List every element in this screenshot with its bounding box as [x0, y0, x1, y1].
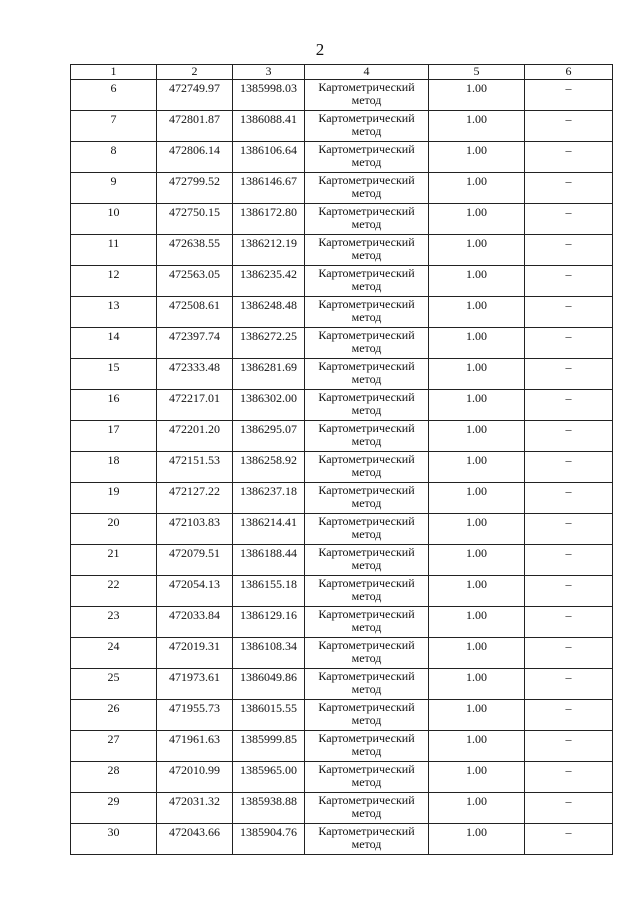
note-cell: – [525, 235, 613, 266]
method-cell [305, 142, 429, 173]
accuracy-cell: 1.00 [429, 824, 525, 855]
method-line-2: метод [351, 775, 382, 789]
y-coordinate-cell: 1386015.55 [233, 700, 305, 731]
x-coordinate-cell: 472333.48 [157, 359, 233, 390]
y-coordinate-cell: 1386155.18 [233, 576, 305, 607]
method-line-1: Картометрический [318, 142, 415, 156]
method-line-2: метод [351, 341, 382, 355]
method-line-1: Картометрический [318, 731, 415, 745]
note-cell: – [525, 762, 613, 793]
method-cell [305, 80, 429, 111]
method-line-2: метод [351, 310, 382, 324]
method-line-1: Картометрический [318, 173, 415, 187]
point-number-cell: 21 [71, 545, 157, 576]
method-cell [305, 111, 429, 142]
accuracy-cell: 1.00 [429, 793, 525, 824]
accuracy-cell: 1.00 [429, 607, 525, 638]
x-coordinate-cell: 472749.97 [157, 80, 233, 111]
method-line-1: Картометрический [318, 204, 415, 218]
y-coordinate-cell: 1386248.48 [233, 297, 305, 328]
point-number-cell: 11 [71, 235, 157, 266]
table-row [71, 266, 613, 297]
note-cell: – [525, 297, 613, 328]
point-number-cell: 6 [71, 80, 157, 111]
y-coordinate-cell: 1386237.18 [233, 483, 305, 514]
note-cell: – [525, 390, 613, 421]
y-coordinate-cell: 1386088.41 [233, 111, 305, 142]
point-number-cell: 7 [71, 111, 157, 142]
method-line-2: метод [351, 248, 382, 262]
note-cell: – [525, 452, 613, 483]
table-row [71, 576, 613, 607]
y-coordinate-cell: 1386129.16 [233, 607, 305, 638]
accuracy-cell: 1.00 [429, 173, 525, 204]
y-coordinate-cell: 1385965.00 [233, 762, 305, 793]
method-cell [305, 669, 429, 700]
accuracy-cell: 1.00 [429, 452, 525, 483]
point-number-cell: 24 [71, 638, 157, 669]
method-line-1: Картометрический [318, 328, 415, 342]
table-row [71, 607, 613, 638]
table-row [71, 235, 613, 266]
column-header: 6 [525, 65, 613, 80]
x-coordinate-cell: 472799.52 [157, 173, 233, 204]
coordinates-table [70, 64, 613, 855]
x-coordinate-cell: 472151.53 [157, 452, 233, 483]
method-line-2: метод [351, 465, 382, 479]
y-coordinate-cell: 1386188.44 [233, 545, 305, 576]
x-coordinate-cell: 472397.74 [157, 328, 233, 359]
point-number-cell: 13 [71, 297, 157, 328]
method-line-2: метод [351, 713, 382, 727]
note-cell: – [525, 328, 613, 359]
note-cell: – [525, 824, 613, 855]
table-row [71, 762, 613, 793]
x-coordinate-cell: 472079.51 [157, 545, 233, 576]
x-coordinate-cell: 472638.55 [157, 235, 233, 266]
table-row [71, 793, 613, 824]
method-cell [305, 328, 429, 359]
accuracy-cell: 1.00 [429, 421, 525, 452]
table-row [71, 700, 613, 731]
accuracy-cell: 1.00 [429, 576, 525, 607]
column-header: 4 [305, 65, 429, 80]
note-cell: – [525, 607, 613, 638]
method-cell [305, 235, 429, 266]
y-coordinate-cell: 1386106.64 [233, 142, 305, 173]
method-cell [305, 204, 429, 235]
accuracy-cell: 1.00 [429, 514, 525, 545]
x-coordinate-cell: 472043.66 [157, 824, 233, 855]
note-cell: – [525, 793, 613, 824]
method-line-1: Картометрический [318, 297, 415, 311]
y-coordinate-cell: 1386212.19 [233, 235, 305, 266]
x-coordinate-cell: 472563.05 [157, 266, 233, 297]
table-row [71, 359, 613, 390]
accuracy-cell: 1.00 [429, 235, 525, 266]
accuracy-cell: 1.00 [429, 80, 525, 111]
method-line-2: метод [351, 93, 382, 107]
y-coordinate-cell: 1386272.25 [233, 328, 305, 359]
table-row [71, 483, 613, 514]
method-line-2: метод [351, 372, 382, 386]
y-coordinate-cell: 1385998.03 [233, 80, 305, 111]
method-line-1: Картометрический [318, 390, 415, 404]
method-cell [305, 793, 429, 824]
note-cell: – [525, 173, 613, 204]
accuracy-cell: 1.00 [429, 328, 525, 359]
table-row [71, 142, 613, 173]
method-cell [305, 390, 429, 421]
y-coordinate-cell: 1385904.76 [233, 824, 305, 855]
method-cell [305, 297, 429, 328]
method-line-2: метод [351, 186, 382, 200]
page-number: 2 [315, 40, 325, 59]
point-number-cell: 18 [71, 452, 157, 483]
method-line-1: Картометрический [318, 266, 415, 280]
column-header: 5 [429, 65, 525, 80]
column-header: 1 [71, 65, 157, 80]
method-line-2: метод [351, 496, 382, 510]
method-cell [305, 700, 429, 731]
point-number-cell: 29 [71, 793, 157, 824]
accuracy-cell: 1.00 [429, 638, 525, 669]
table-row [71, 328, 613, 359]
method-line-1: Картометрический [318, 514, 415, 528]
accuracy-cell: 1.00 [429, 731, 525, 762]
point-number-cell: 20 [71, 514, 157, 545]
x-coordinate-cell: 472019.31 [157, 638, 233, 669]
y-coordinate-cell: 1386258.92 [233, 452, 305, 483]
x-coordinate-cell: 471955.73 [157, 700, 233, 731]
x-coordinate-cell: 471973.61 [157, 669, 233, 700]
point-number-cell: 30 [71, 824, 157, 855]
y-coordinate-cell: 1386295.07 [233, 421, 305, 452]
method-line-2: метод [351, 527, 382, 541]
note-cell: – [525, 142, 613, 173]
column-header: 3 [233, 65, 305, 80]
y-coordinate-cell: 1385999.85 [233, 731, 305, 762]
x-coordinate-cell: 472217.01 [157, 390, 233, 421]
note-cell: – [525, 576, 613, 607]
table-row [71, 545, 613, 576]
point-number-cell: 10 [71, 204, 157, 235]
y-coordinate-cell: 1386108.34 [233, 638, 305, 669]
point-number-cell: 26 [71, 700, 157, 731]
x-coordinate-cell: 472031.32 [157, 793, 233, 824]
method-line-2: метод [351, 837, 382, 851]
method-cell [305, 545, 429, 576]
method-line-1: Картометрический [318, 793, 415, 807]
method-cell [305, 483, 429, 514]
point-number-cell: 14 [71, 328, 157, 359]
method-line-2: метод [351, 620, 382, 634]
accuracy-cell: 1.00 [429, 266, 525, 297]
method-line-2: метод [351, 279, 382, 293]
note-cell: – [525, 421, 613, 452]
point-number-cell: 12 [71, 266, 157, 297]
method-cell [305, 607, 429, 638]
table-row [71, 638, 613, 669]
y-coordinate-cell: 1386281.69 [233, 359, 305, 390]
method-line-1: Картометрический [318, 80, 415, 94]
method-cell [305, 421, 429, 452]
table-row [71, 514, 613, 545]
method-line-2: метод [351, 806, 382, 820]
accuracy-cell: 1.00 [429, 390, 525, 421]
point-number-cell: 8 [71, 142, 157, 173]
method-line-2: метод [351, 589, 382, 603]
method-cell [305, 266, 429, 297]
method-cell [305, 173, 429, 204]
method-line-1: Картометрический [318, 824, 415, 838]
table-header-row [71, 65, 613, 80]
method-cell [305, 576, 429, 607]
accuracy-cell: 1.00 [429, 669, 525, 700]
method-cell [305, 762, 429, 793]
method-line-2: метод [351, 744, 382, 758]
table-row [71, 111, 613, 142]
note-cell: – [525, 359, 613, 390]
y-coordinate-cell: 1386172.80 [233, 204, 305, 235]
point-number-cell: 16 [71, 390, 157, 421]
method-cell [305, 638, 429, 669]
method-line-1: Картометрический [318, 545, 415, 559]
point-number-cell: 22 [71, 576, 157, 607]
method-line-2: метод [351, 217, 382, 231]
point-number-cell: 28 [71, 762, 157, 793]
accuracy-cell: 1.00 [429, 483, 525, 514]
point-number-cell: 9 [71, 173, 157, 204]
table-row [71, 80, 613, 111]
table-row [71, 173, 613, 204]
table-body [71, 80, 613, 855]
note-cell: – [525, 483, 613, 514]
accuracy-cell: 1.00 [429, 359, 525, 390]
table-row [71, 297, 613, 328]
table-row [71, 669, 613, 700]
method-line-1: Картометрический [318, 576, 415, 590]
accuracy-cell: 1.00 [429, 762, 525, 793]
x-coordinate-cell: 472750.15 [157, 204, 233, 235]
accuracy-cell: 1.00 [429, 204, 525, 235]
x-coordinate-cell: 472103.83 [157, 514, 233, 545]
x-coordinate-cell: 472806.14 [157, 142, 233, 173]
y-coordinate-cell: 1386235.42 [233, 266, 305, 297]
note-cell: – [525, 266, 613, 297]
accuracy-cell: 1.00 [429, 545, 525, 576]
method-line-1: Картометрический [318, 452, 415, 466]
method-line-1: Картометрический [318, 359, 415, 373]
accuracy-cell: 1.00 [429, 297, 525, 328]
note-cell: – [525, 545, 613, 576]
method-line-2: метод [351, 558, 382, 572]
table-row [71, 204, 613, 235]
method-cell [305, 514, 429, 545]
note-cell: – [525, 669, 613, 700]
y-coordinate-cell: 1386146.67 [233, 173, 305, 204]
method-line-1: Картометрический [318, 235, 415, 249]
y-coordinate-cell: 1386049.86 [233, 669, 305, 700]
x-coordinate-cell: 471961.63 [157, 731, 233, 762]
note-cell: – [525, 514, 613, 545]
table-row [71, 731, 613, 762]
method-cell [305, 452, 429, 483]
method-line-2: метод [351, 124, 382, 138]
method-line-1: Картометрический [318, 607, 415, 621]
note-cell: – [525, 204, 613, 235]
x-coordinate-cell: 472127.22 [157, 483, 233, 514]
table-row [71, 824, 613, 855]
note-cell: – [525, 700, 613, 731]
y-coordinate-cell: 1385938.88 [233, 793, 305, 824]
x-coordinate-cell: 472508.61 [157, 297, 233, 328]
method-line-1: Картометрический [318, 638, 415, 652]
accuracy-cell: 1.00 [429, 111, 525, 142]
point-number-cell: 17 [71, 421, 157, 452]
point-number-cell: 27 [71, 731, 157, 762]
method-line-1: Картометрический [318, 483, 415, 497]
method-line-2: метод [351, 682, 382, 696]
table-row [71, 452, 613, 483]
note-cell: – [525, 638, 613, 669]
x-coordinate-cell: 472054.13 [157, 576, 233, 607]
note-cell: – [525, 80, 613, 111]
method-line-1: Картометрический [318, 111, 415, 125]
y-coordinate-cell: 1386302.00 [233, 390, 305, 421]
method-cell [305, 731, 429, 762]
accuracy-cell: 1.00 [429, 142, 525, 173]
column-header: 2 [157, 65, 233, 80]
table-row [71, 421, 613, 452]
method-line-1: Картометрический [318, 700, 415, 714]
method-line-1: Картометрический [318, 421, 415, 435]
method-cell [305, 359, 429, 390]
y-coordinate-cell: 1386214.41 [233, 514, 305, 545]
x-coordinate-cell: 472201.20 [157, 421, 233, 452]
method-line-1: Картометрический [318, 762, 415, 776]
method-cell [305, 824, 429, 855]
method-line-2: метод [351, 434, 382, 448]
table-row [71, 390, 613, 421]
accuracy-cell: 1.00 [429, 700, 525, 731]
method-line-2: метод [351, 651, 382, 665]
x-coordinate-cell: 472010.99 [157, 762, 233, 793]
method-line-2: метод [351, 403, 382, 417]
x-coordinate-cell: 472801.87 [157, 111, 233, 142]
point-number-cell: 23 [71, 607, 157, 638]
point-number-cell: 25 [71, 669, 157, 700]
x-coordinate-cell: 472033.84 [157, 607, 233, 638]
method-line-2: метод [351, 155, 382, 169]
note-cell: – [525, 111, 613, 142]
point-number-cell: 15 [71, 359, 157, 390]
note-cell: – [525, 731, 613, 762]
point-number-cell: 19 [71, 483, 157, 514]
method-line-1: Картометрический [318, 669, 415, 683]
